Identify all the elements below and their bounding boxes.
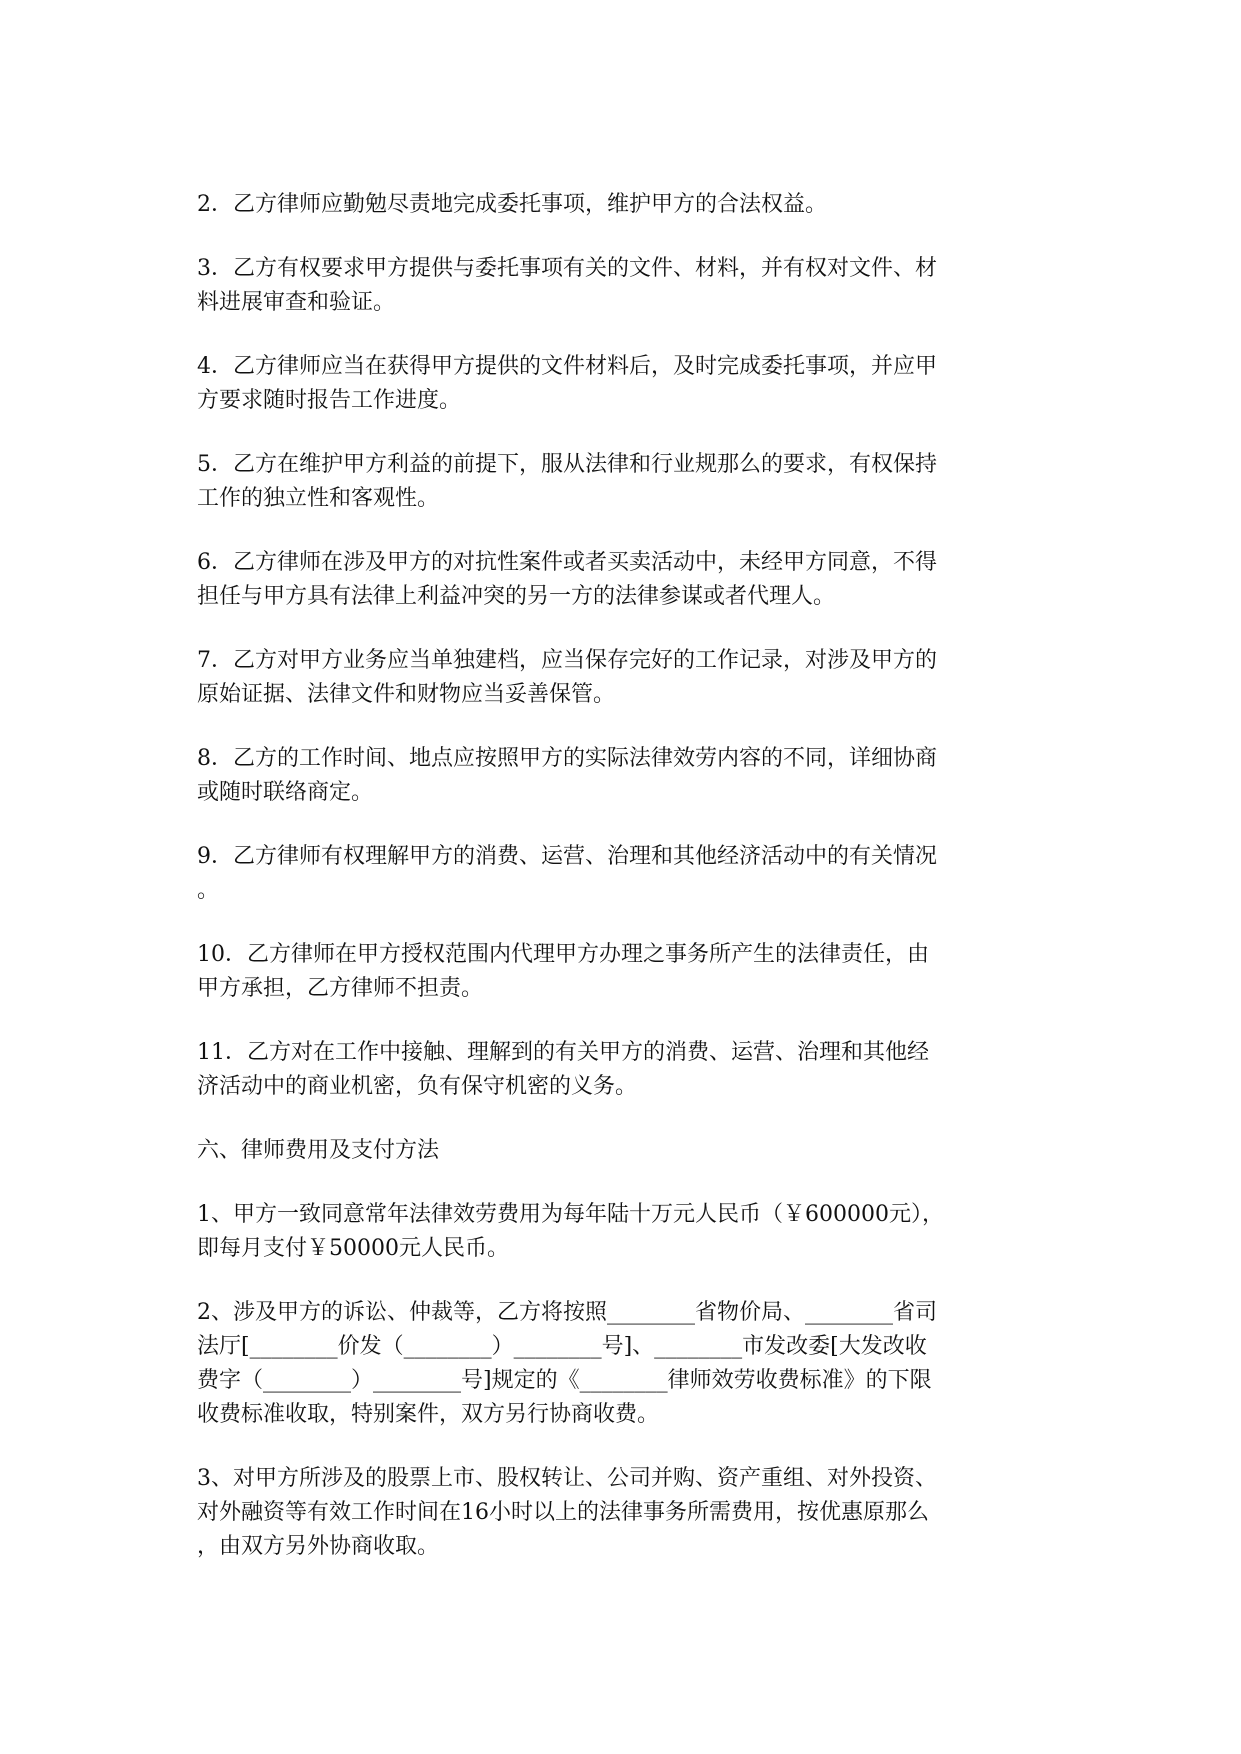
- text-line: 1、甲方一致同意常年法律效劳费用为每年陆十万元人民币（￥600000元），: [197, 1202, 944, 1227]
- text-line: 即每月支付￥50000元人民币。: [197, 1236, 509, 1261]
- clause-9: [197, 840, 1042, 908]
- text-line: 2．乙方律师应勤勉尽责地完成委托事项，维护甲方的合法权益。: [197, 192, 827, 217]
- text-line: 4．乙方律师应当在获得甲方提供的文件材料后，及时完成委托事项，并应甲: [197, 354, 937, 379]
- clause-4: [197, 350, 1042, 418]
- text-line: 5．乙方在维护甲方利益的前提下，服从法律和行业规那么的要求，有权保持: [197, 452, 937, 477]
- text-line: 7．乙方对甲方业务应当单独建档，应当保存完好的工作记录，对涉及甲方的: [197, 648, 937, 673]
- text-line: ，由双方另外协商收取。: [197, 1534, 440, 1559]
- text-line: 6．乙方律师在涉及甲方的对抗性案件或者买卖活动中，未经甲方同意，不得: [197, 550, 937, 575]
- text-line: 方要求随时报告工作进度。: [197, 388, 462, 413]
- clause-2: [197, 188, 1042, 222]
- text-line: 对外融资等有效工作时间在16小时以上的法律事务所需费用，按优惠原那么: [197, 1500, 929, 1525]
- text-line: 2、涉及甲方的诉讼、仲裁等，乙方将按照________省物价局、________省司: [197, 1300, 937, 1325]
- text-line: 。: [197, 878, 220, 903]
- text-line: 法厅[________价发（________）________号]、________市发改委[大发改收: [197, 1334, 927, 1359]
- text-line: 或随时联络商定。: [197, 780, 374, 805]
- text-line: 11．乙方对在工作中接触、理解到的有关甲方的消费、运营、治理和其他经: [197, 1040, 929, 1065]
- text-line: 3、对甲方所涉及的股票上市、股权转让、公司并购、资产重组、对外投资、: [197, 1466, 937, 1491]
- section-heading-fees: [197, 1134, 1042, 1168]
- clause-8: [197, 742, 1042, 810]
- text-line: 工作的独立性和客观性。: [197, 486, 440, 511]
- text-line: 原始证据、法律文件和财物应当妥善保管。: [197, 682, 616, 707]
- text-line: 费字（________）________号]规定的《________律师效劳收费标准》的下限: [197, 1368, 932, 1393]
- section-title: 六、律师费用及支付方法: [197, 1138, 440, 1163]
- text-line: 10．乙方律师在甲方授权范围内代理甲方办理之事务所产生的法律责任，由: [197, 942, 929, 967]
- fee-clause-3: [197, 1462, 1042, 1564]
- clause-7: [197, 644, 1042, 712]
- text-line: 收费标准收取，特别案件，双方另行协商收费。: [197, 1402, 660, 1427]
- fee-clause-2: [197, 1296, 1042, 1432]
- clause-10: [197, 938, 1042, 1006]
- clause-5: [197, 448, 1042, 516]
- text-line: 担任与甲方具有法律上利益冲突的另一方的法律参谋或者代理人。: [197, 584, 836, 609]
- clause-6: [197, 546, 1042, 614]
- text-line: 9．乙方律师有权理解甲方的消费、运营、治理和其他经济活动中的有关情况: [197, 844, 937, 869]
- text-line: 济活动中的商业机密，负有保守机密的义务。: [197, 1074, 638, 1099]
- text-line: 甲方承担，乙方律师不担责。: [197, 976, 484, 1001]
- text-line: 3．乙方有权要求甲方提供与委托事项有关的文件、材料，并有权对文件、材: [197, 256, 937, 281]
- clause-3: [197, 252, 1042, 320]
- text-line: 料进展审查和验证。: [197, 290, 396, 315]
- fee-clause-1: [197, 1198, 1042, 1266]
- document-page: [197, 188, 1042, 1594]
- text-line: 8．乙方的工作时间、地点应按照甲方的实际法律效劳内容的不同，详细协商: [197, 746, 937, 771]
- clause-11: [197, 1036, 1042, 1104]
